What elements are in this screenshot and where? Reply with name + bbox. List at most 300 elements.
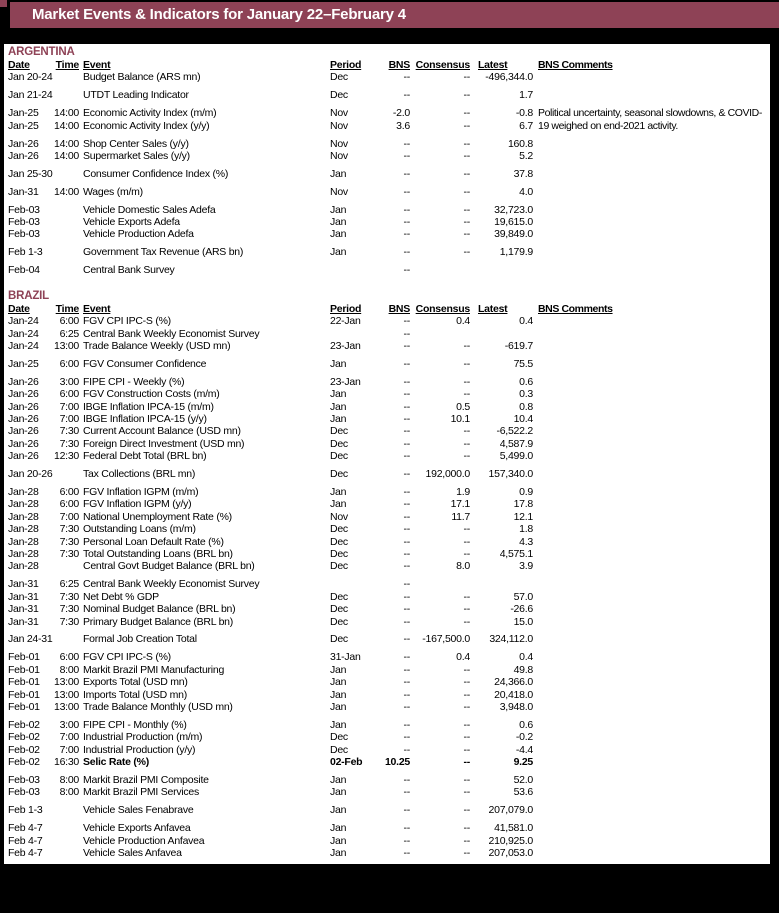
cell-period: Jan	[330, 774, 347, 786]
cell-latest: 53.6	[513, 786, 533, 799]
cell-date: Feb-02	[8, 731, 40, 744]
col-header-event: Event	[83, 59, 111, 71]
cell-latest: 207,053.0	[488, 847, 533, 860]
cell-latest: 19,615.0	[494, 216, 533, 229]
cell-bns: --	[403, 578, 410, 591]
cell-date: Feb 4-7	[8, 847, 43, 860]
cell-date: Jan-28	[8, 560, 39, 573]
cell-bns: --	[403, 633, 410, 646]
cell-date: Jan-28	[8, 485, 39, 498]
cell-date: Feb-04	[8, 264, 40, 277]
cell-event: Vehicle Exports Anfavea	[83, 822, 191, 835]
cell-period: Jan	[330, 357, 347, 370]
cell-date: Jan-26	[8, 412, 39, 425]
cell-consensus: --	[463, 535, 470, 548]
cell-date: Jan-24	[8, 315, 39, 328]
cell-period: Jan	[330, 412, 347, 425]
cell-event: FGV Construction Costs (m/m)	[83, 388, 220, 401]
cell-event: Central Bank Survey	[83, 264, 175, 277]
cell-consensus: --	[463, 450, 470, 463]
cell-period: Jan	[330, 485, 347, 498]
cell-period: Jan	[330, 700, 347, 713]
cell-date: Jan-26	[8, 400, 39, 413]
cell-event: Trade Balance Weekly (USD mn)	[83, 339, 231, 352]
cell-period: Jan	[330, 167, 347, 180]
col-header-time: Time	[55, 302, 79, 315]
cell-time: 6:00	[59, 498, 79, 511]
col-header-bns: BNS	[388, 59, 410, 71]
cell-event: Shop Center Sales (y/y)	[83, 137, 189, 150]
cell-latest: 210,925.0	[488, 834, 533, 847]
cell-bns: --	[403, 731, 410, 744]
cell-consensus: --	[463, 357, 470, 370]
cell-time: 7:30	[59, 548, 79, 560]
cell-event: Formal Job Creation Total	[83, 633, 197, 646]
cell-bns: --	[403, 688, 410, 701]
cell-latest: 4,575.1	[499, 548, 533, 560]
cell-comment	[533, 633, 770, 645]
cell-period: Dec	[330, 425, 348, 438]
table-row	[4, 786, 770, 798]
table-row	[4, 633, 770, 645]
cell-consensus: 0.4	[456, 651, 470, 664]
cell-consensus: 10.1	[450, 412, 470, 425]
cell-consensus: --	[463, 822, 470, 835]
cell-bns: --	[403, 89, 410, 102]
col-header-latest: Latest	[478, 302, 508, 315]
cell-latest: -619.7	[504, 339, 533, 352]
table-row	[4, 438, 770, 450]
cell-time	[54, 204, 79, 216]
cell-time: 7:30	[59, 590, 79, 603]
cell-event: Total Outstanding Loans (BRL bn)	[83, 548, 233, 560]
table-row	[4, 701, 770, 713]
cell-latest: 0.6	[519, 718, 533, 731]
cell-consensus	[410, 328, 470, 340]
cell-time: 3:00	[59, 375, 79, 388]
table-row	[4, 511, 770, 523]
table-row	[4, 328, 770, 340]
cell-date: Jan 24-31	[8, 633, 53, 646]
cell-bns: --	[403, 425, 410, 438]
cell-comment	[533, 358, 770, 370]
cell-latest: 0.4	[519, 315, 533, 328]
cell-time: 6:25	[59, 578, 79, 591]
col-header-bns: BNS	[388, 302, 410, 315]
cell-latest: 6.7	[519, 119, 533, 132]
cell-event: Central Bank Weekly Economist Survey	[83, 327, 260, 340]
cell-bns: --	[403, 786, 410, 799]
cell-date: Feb-01	[8, 663, 40, 676]
cell-latest: 1,179.9	[499, 246, 533, 259]
cell-latest: 0.3	[519, 388, 533, 401]
cell-event: Markit Brazil PMI Composite	[83, 774, 209, 786]
cell-consensus: --	[463, 774, 470, 786]
table-row	[4, 804, 770, 816]
cell-time: 6:00	[59, 388, 79, 401]
cell-time: 14:00	[54, 119, 80, 132]
cell-latest: 5,499.0	[499, 450, 533, 463]
table-row	[4, 168, 770, 180]
table-row	[4, 548, 770, 560]
cell-time	[54, 822, 79, 834]
table-body	[4, 315, 770, 859]
cell-time: 7:00	[59, 510, 79, 523]
cell-comment	[533, 204, 770, 216]
cell-comment: Political uncertainty, seasonal slowdowns, & COVID-	[538, 107, 762, 120]
table-row	[4, 388, 770, 400]
cell-time	[54, 468, 79, 480]
cell-event: Selic Rate (%)	[83, 756, 149, 769]
cell-period: Jan	[330, 786, 347, 799]
cell-event: Tax Collections (BRL mn)	[83, 468, 196, 481]
cell-consensus: --	[463, 216, 470, 229]
cell-latest: 10.4	[513, 412, 533, 425]
cell-event: Vehicle Domestic Sales Adefa	[83, 203, 216, 216]
cell-date: Jan-31	[8, 615, 39, 628]
cell-consensus: --	[463, 425, 470, 438]
cell-event: Vehicle Production Anfavea	[83, 834, 205, 847]
cell-time: 7:00	[59, 400, 79, 413]
cell-date: Jan-26	[8, 388, 39, 401]
col-header-event: Event	[83, 302, 111, 315]
cell-event: Vehicle Sales Fenabrave	[83, 804, 194, 817]
cell-bns: --	[403, 71, 410, 84]
cell-consensus: --	[463, 437, 470, 450]
cell-event: Industrial Production (y/y)	[83, 743, 196, 756]
cell-consensus: --	[463, 548, 470, 560]
cell-event: Federal Debt Total (BRL bn)	[83, 450, 207, 463]
cell-period: Dec	[330, 89, 348, 102]
cell-date: Jan 20-26	[8, 468, 53, 481]
cell-period	[330, 264, 384, 276]
cell-time	[54, 71, 79, 83]
cell-latest: 4.0	[519, 185, 533, 198]
table-row	[4, 676, 770, 688]
cell-date: Feb-02	[8, 756, 40, 769]
table-row	[4, 228, 770, 240]
cell-period: Dec	[330, 548, 348, 560]
cell-comment	[533, 523, 770, 535]
cell-bns: --	[403, 375, 410, 388]
cell-time	[54, 216, 79, 228]
table-row	[4, 71, 770, 83]
cell-time	[54, 264, 79, 276]
cell-consensus: --	[463, 89, 470, 102]
cell-period: Jan	[330, 400, 347, 413]
cell-latest: 0.6	[519, 375, 533, 388]
cell-date: Feb-02	[8, 718, 40, 731]
cell-consensus	[410, 264, 470, 276]
cell-bns: --	[403, 315, 410, 328]
cell-event: Net Debt % GDP	[83, 590, 159, 603]
cell-date: Jan-24	[8, 327, 39, 340]
cell-bns: --	[403, 203, 410, 216]
cell-latest: 52.0	[513, 774, 533, 786]
cell-consensus: --	[463, 700, 470, 713]
cell-comment	[533, 450, 770, 462]
cell-latest: 4.3	[519, 535, 533, 548]
cell-period: Jan	[330, 822, 347, 835]
cell-latest: 9.25	[513, 756, 533, 769]
cell-latest: 4,587.9	[499, 437, 533, 450]
cell-event: Markit Brazil PMI Manufacturing	[83, 663, 225, 676]
cell-time: 8:00	[59, 663, 79, 676]
cell-period: Nov	[330, 149, 348, 162]
cell-event: UTDT Leading Indicator	[83, 89, 189, 102]
cell-latest: 32,723.0	[494, 203, 533, 216]
table-row	[4, 401, 770, 413]
cell-bns: --	[403, 822, 410, 835]
cell-comment	[533, 744, 770, 756]
table-row	[4, 376, 770, 388]
cell-period: Dec	[330, 71, 348, 84]
cell-bns: --	[403, 651, 410, 664]
cell-comment	[533, 71, 770, 83]
cell-time: 14:00	[54, 149, 80, 162]
table-row	[4, 719, 770, 731]
cell-latest: 15.0	[513, 615, 533, 628]
col-header-date: Date	[8, 302, 30, 315]
table-row	[4, 560, 770, 572]
cell-date: Feb 1-3	[8, 804, 43, 817]
cell-date: Jan-25	[8, 107, 39, 120]
cell-bns: --	[403, 357, 410, 370]
cell-event: Vehicle Sales Anfavea	[83, 847, 182, 860]
cell-time: 7:30	[59, 603, 79, 616]
cell-period: Dec	[330, 535, 348, 548]
cell-event: FGV CPI IPC-S (%)	[83, 315, 171, 328]
cell-date: Jan-24	[8, 339, 39, 352]
cell-latest: 37.8	[513, 167, 533, 180]
cell-bns: --	[403, 167, 410, 180]
cell-date: Jan 20-24	[8, 71, 53, 84]
cell-time: 14:00	[54, 137, 80, 150]
cell-consensus: --	[463, 339, 470, 352]
cell-time	[54, 168, 79, 180]
cell-time: 8:00	[59, 774, 79, 786]
cell-comment	[533, 701, 770, 713]
table-row	[4, 89, 770, 101]
table-row	[4, 822, 770, 834]
cell-comment	[533, 228, 770, 240]
cell-date: Jan-26	[8, 137, 39, 150]
cell-consensus: --	[463, 603, 470, 616]
cell-date: Feb 4-7	[8, 834, 43, 847]
table-row	[4, 468, 770, 480]
col-header-date: Date	[8, 59, 30, 71]
cell-period: Nov	[330, 119, 348, 132]
table-row	[4, 204, 770, 216]
cell-event: Primary Budget Balance (BRL bn)	[83, 615, 234, 628]
cell-event: Industrial Production (m/m)	[83, 731, 203, 744]
cell-latest: 41,581.0	[494, 822, 533, 835]
table-row	[4, 523, 770, 535]
cell-comment	[533, 468, 770, 480]
cell-comment	[533, 847, 770, 859]
cell-date: Feb-01	[8, 688, 40, 701]
cell-bns: --	[403, 560, 410, 573]
cell-time	[54, 847, 79, 859]
cell-time: 16:30	[54, 756, 80, 769]
cell-bns: --	[403, 185, 410, 198]
cell-bns: --	[403, 137, 410, 150]
cell-bns: --	[403, 468, 410, 481]
cell-event: FGV CPI IPC-S (%)	[83, 651, 171, 664]
table-row	[4, 536, 770, 548]
cell-consensus	[410, 578, 470, 590]
cell-comment	[533, 786, 770, 798]
cell-latest: 12.1	[513, 510, 533, 523]
cell-event: Government Tax Revenue (ARS bn)	[83, 246, 244, 259]
cell-period: Jan	[330, 718, 347, 731]
cell-consensus: --	[463, 731, 470, 744]
cell-comment	[533, 186, 770, 198]
cell-consensus: --	[463, 523, 470, 536]
cell-bns: --	[403, 510, 410, 523]
cell-event: National Unemployment Rate (%)	[83, 510, 232, 523]
cell-date: Feb-03	[8, 216, 40, 229]
table-row	[4, 450, 770, 462]
cell-event: Foreign Direct Investment (USD mn)	[83, 437, 245, 450]
cell-period: Jan	[330, 847, 347, 860]
cell-consensus: --	[463, 743, 470, 756]
cell-date: Feb-03	[8, 774, 40, 786]
cell-bns: --	[403, 700, 410, 713]
cell-bns: --	[403, 339, 410, 352]
cell-period: Jan	[330, 246, 347, 259]
cell-event: Nominal Budget Balance (BRL bn)	[83, 603, 236, 616]
cell-bns: --	[403, 718, 410, 731]
cell-time: 7:30	[59, 425, 79, 438]
cell-bns: --	[403, 590, 410, 603]
cell-bns: -2.0	[392, 107, 410, 120]
cell-date: Feb-02	[8, 743, 40, 756]
cell-event: Trade Balance Monthly (USD mn)	[83, 700, 233, 713]
cell-comment	[533, 591, 770, 603]
cell-period	[330, 578, 384, 590]
cell-latest: -0.8	[515, 107, 533, 120]
cell-date: Jan-26	[8, 425, 39, 438]
section-title: BRAZIL	[8, 289, 49, 302]
cell-event: Vehicle Production Adefa	[83, 228, 194, 241]
cell-consensus: 0.5	[456, 400, 470, 413]
sections-container	[4, 46, 770, 859]
cell-consensus: 1.9	[456, 485, 470, 498]
cell-period: Nov	[330, 107, 348, 120]
cell-event: IBGE Inflation IPCA-15 (y/y)	[83, 412, 207, 425]
cell-date: Jan-31	[8, 603, 39, 616]
cell-comment	[533, 498, 770, 510]
cell-date: Jan-31	[8, 590, 39, 603]
table-row	[4, 315, 770, 327]
table-row	[4, 651, 770, 663]
cell-latest: -496,344.0	[485, 71, 533, 84]
cell-latest: 49.8	[513, 663, 533, 676]
cell-consensus: --	[463, 676, 470, 689]
cell-event: FIPE CPI - Weekly (%)	[83, 375, 185, 388]
cell-consensus: --	[463, 615, 470, 628]
cell-comment	[533, 756, 770, 768]
cell-consensus: 17.1	[450, 498, 470, 511]
cell-comment	[533, 616, 770, 628]
cell-bns: --	[403, 149, 410, 162]
cell-period: 23-Jan	[330, 375, 361, 388]
cell-date: Feb 1-3	[8, 246, 43, 259]
cell-bns: --	[403, 834, 410, 847]
cell-latest: -4.4	[515, 743, 533, 756]
cell-consensus: --	[463, 834, 470, 847]
cell-event: FGV Inflation IGPM (y/y)	[83, 498, 192, 511]
table-header-row	[4, 303, 770, 315]
cell-time: 6:00	[59, 485, 79, 498]
cell-bns: --	[403, 498, 410, 511]
cell-consensus: --	[463, 688, 470, 701]
cell-comment: 19 weighed on end-2021 activity.	[538, 119, 678, 132]
cell-date: Jan 21-24	[8, 89, 53, 102]
cell-comment	[533, 676, 770, 688]
cell-period: Nov	[330, 137, 348, 150]
cell-time	[54, 89, 79, 101]
cell-latest	[470, 578, 533, 590]
cell-time: 7:30	[59, 437, 79, 450]
cell-comment	[533, 340, 770, 352]
table-row	[4, 847, 770, 859]
cell-date: Feb-03	[8, 786, 40, 799]
cell-latest: 0.8	[519, 400, 533, 413]
cell-bns: --	[403, 400, 410, 413]
cell-event: Imports Total (USD mn)	[83, 688, 187, 701]
cell-date: Jan-26	[8, 149, 39, 162]
cell-comment	[533, 548, 770, 560]
cell-period: 23-Jan	[330, 339, 361, 352]
cell-latest	[470, 264, 533, 276]
cell-period: Jan	[330, 498, 347, 511]
cell-comment	[533, 89, 770, 101]
table-row	[4, 774, 770, 786]
section-title: ARGENTINA	[8, 46, 75, 58]
cell-date: Jan-28	[8, 498, 39, 511]
cell-latest: 0.4	[519, 651, 533, 664]
cell-event: Supermarket Sales (y/y)	[83, 149, 190, 162]
cell-event: Outstanding Loans (m/m)	[83, 523, 196, 536]
cell-latest: 20,418.0	[494, 688, 533, 701]
cell-date: Feb-01	[8, 651, 40, 664]
col-header-period: Period	[330, 59, 362, 71]
cell-bns: --	[403, 216, 410, 229]
cell-event: Wages (m/m)	[83, 185, 143, 198]
cell-latest: 207,079.0	[488, 804, 533, 817]
cell-period: Dec	[330, 633, 348, 646]
cell-date: Jan-26	[8, 375, 39, 388]
cell-consensus: 11.7	[451, 510, 470, 523]
table-row	[4, 413, 770, 425]
cell-time: 7:30	[59, 535, 79, 548]
cell-latest: 1.7	[519, 89, 533, 102]
cell-consensus: --	[463, 119, 470, 132]
cell-time	[54, 560, 79, 572]
cell-comment	[533, 376, 770, 388]
cell-consensus: --	[463, 375, 470, 388]
table-row	[4, 731, 770, 743]
cell-bns: 3.6	[396, 119, 410, 132]
cell-event: Vehicle Exports Adefa	[83, 216, 180, 229]
cell-comment	[533, 328, 770, 340]
col-header-consensus: Consensus	[415, 59, 470, 71]
cell-period: Dec	[330, 615, 348, 628]
cell-bns: --	[403, 774, 410, 786]
cell-period: 31-Jan	[330, 651, 361, 664]
